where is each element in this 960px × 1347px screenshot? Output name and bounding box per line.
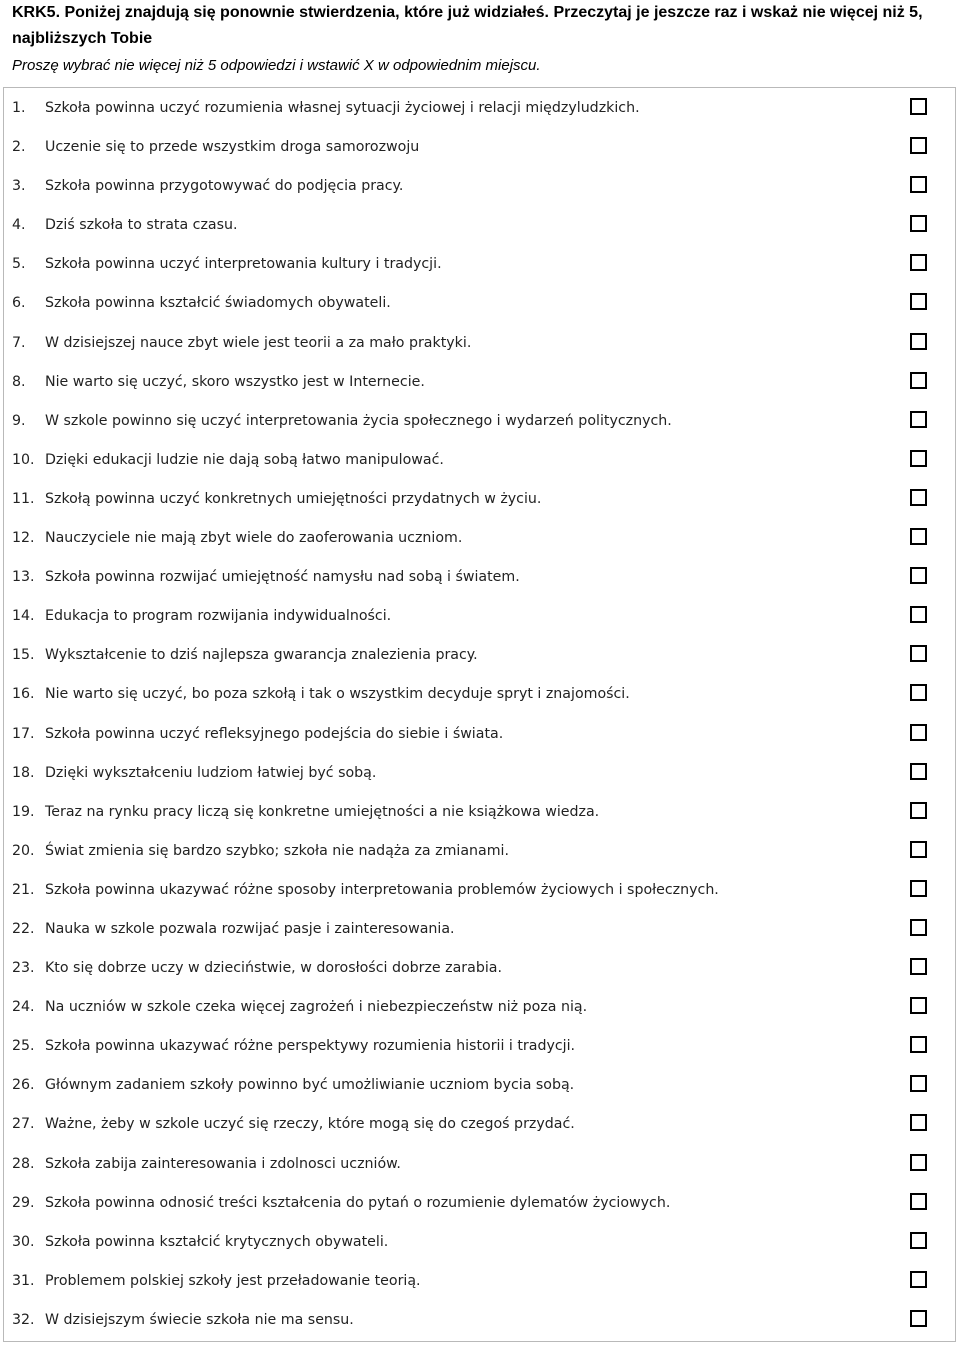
statement-number: 7.: [12, 334, 26, 351]
answer-checkbox[interactable]: [910, 958, 927, 975]
answer-checkbox[interactable]: [910, 1193, 927, 1210]
statement-number: 20.: [12, 842, 35, 859]
statement-text: Szkoła powinna uczyć rozumienia własnej sytuacji życiowej i relacji międzyludzkich.: [45, 100, 640, 116]
statement-number: 9.: [12, 412, 26, 429]
statement-number: 22.: [12, 920, 35, 937]
statement-item: [12, 167, 942, 206]
statement-item: [12, 245, 942, 284]
statement-number: 17.: [12, 725, 35, 742]
answer-checkbox[interactable]: [910, 997, 927, 1014]
statement-number: 26.: [12, 1077, 35, 1094]
statement-text: Nauka w szkole pozwala rozwijać pasje i zainteresowania.: [45, 920, 455, 937]
statement-text: Nie warto się uczyć, bo poza szkołą i tak o wszystkim decyduje spryt i znajomości.: [45, 686, 630, 703]
statement-text: Szkoła powinna rozwijać umiejętność namysłu nad sobą i światem.: [45, 569, 520, 586]
statement-text: Świat zmienia się bardzo szybko; szkoła nie nadąża za zmianami.: [45, 842, 509, 859]
statement-item: [12, 1223, 942, 1262]
statement-text: Dziś szkoła to strata czasu.: [45, 217, 238, 234]
statement-number: 3.: [12, 178, 26, 195]
statement-number: 32.: [12, 1311, 35, 1328]
statement-text: Na uczniów w szkole czeka więcej zagrożeń i niebezpieczeństw niż poza nią.: [45, 999, 588, 1016]
statement-number: 25.: [12, 1038, 35, 1055]
statement-text: Szkoła powinna ukazywać różne perspektywy rozumienia historii i tradycji.: [45, 1038, 576, 1055]
statement-item: [12, 1066, 942, 1105]
statement-text: Teraz na rynku pracy liczą się konkretne umiejętności a nie książkowa wiedza.: [45, 803, 600, 820]
answer-checkbox[interactable]: [910, 1271, 927, 1288]
statement-text: W szkole powinno się uczyć interpretowania życia społecznego i wydarzeń politycznych.: [45, 412, 672, 429]
statement-text: Szkoła powinna odnosić treści kształcenia do pytań o rozumienie dylematów życiowych.: [45, 1194, 671, 1211]
statement-number: 16.: [12, 686, 35, 703]
statement-item: [12, 89, 942, 128]
statement-text: Szkoła powinna kształcić świadomych obywateli.: [45, 295, 391, 312]
statement-item: [12, 715, 942, 754]
statement-text: Głównym zadaniem szkoły powinno być umożliwianie uczniom bycia sobą.: [45, 1077, 575, 1094]
statement-text: Szkoła powinna ukazywać różne sposoby interpretowania problemów życiowych i społecznych.: [45, 881, 719, 898]
answer-checkbox[interactable]: [910, 372, 927, 389]
answer-checkbox[interactable]: [910, 880, 927, 897]
statement-number: 31.: [12, 1272, 35, 1289]
statement-number: 15.: [12, 647, 35, 664]
statement-number: 28.: [12, 1155, 35, 1172]
statement-number: 21.: [12, 881, 35, 898]
statement-text: Ważne, żeby w szkole uczyć się rzeczy, które mogą się do czegoś przydać.: [45, 1116, 575, 1133]
statement-item: [12, 949, 942, 988]
statement-number: 5.: [12, 256, 26, 273]
answer-checkbox[interactable]: [910, 215, 927, 232]
statement-item: [12, 675, 942, 714]
answer-checkbox[interactable]: [910, 1232, 927, 1249]
answer-checkbox[interactable]: [910, 763, 927, 780]
statement-text: Szkoła powinna kształcić krytycznych obywateli.: [45, 1233, 389, 1250]
answer-checkbox[interactable]: [910, 1036, 927, 1053]
statement-text: Szkoła zabija zainteresowania i zdolnosci uczniów.: [45, 1155, 401, 1172]
statement-item: [12, 793, 942, 832]
statement-item: [12, 1184, 942, 1223]
statement-item: [12, 1301, 942, 1340]
answer-checkbox[interactable]: [910, 293, 927, 310]
statement-item: [12, 363, 942, 402]
statement-item: [12, 206, 942, 245]
statement-item: [12, 910, 942, 949]
question-title: KRK5. Poniżej znajdują się ponownie stwierdzenia, które już widziałeś. Przeczytaj je jeszcze raz i wskaż nie więcej niż 5, najbliższych Tobie: [12, 4, 923, 47]
statement-item: [12, 284, 942, 323]
answer-checkbox[interactable]: [910, 567, 927, 584]
statement-item: [12, 1145, 942, 1184]
answer-checkbox[interactable]: [910, 724, 927, 741]
statement-number: 8.: [12, 373, 26, 390]
statement-item: [12, 832, 942, 871]
statement-item: [12, 988, 942, 1027]
statement-text: Nauczyciele nie mają zbyt wiele do zaoferowania uczniom.: [45, 530, 463, 547]
statement-text: Dzięki wykształceniu ludziom łatwiej być sobą.: [45, 764, 377, 781]
statement-number: 6.: [12, 295, 26, 312]
answer-checkbox[interactable]: [910, 411, 927, 428]
answer-checkbox[interactable]: [910, 645, 927, 662]
answer-checkbox[interactable]: [910, 98, 927, 115]
statement-item: [12, 1105, 942, 1144]
statement-number: 18.: [12, 764, 35, 781]
statement-text: Nie warto się uczyć, skoro wszystko jest w Internecie.: [45, 373, 425, 390]
answer-checkbox[interactable]: [910, 1114, 927, 1131]
statement-number: 23.: [12, 960, 35, 977]
answer-checkbox[interactable]: [910, 1075, 927, 1092]
document-header: [12, 0, 952, 78]
answer-checkbox[interactable]: [910, 1310, 927, 1327]
statement-item: [12, 1262, 942, 1301]
statement-item: [12, 754, 942, 793]
statement-item: [12, 480, 942, 519]
statement-number: 10.: [12, 451, 35, 468]
statement-text: W dzisiejszej nauce zbyt wiele jest teorii a za mało praktyki.: [45, 334, 472, 351]
answer-checkbox[interactable]: [910, 333, 927, 350]
statement-text: W dzisiejszym świecie szkoła nie ma sensu.: [45, 1311, 354, 1328]
answer-checkbox[interactable]: [910, 606, 927, 623]
statement-number: 13.: [12, 569, 35, 586]
answer-checkbox[interactable]: [910, 489, 927, 506]
answer-checkbox[interactable]: [910, 684, 927, 701]
statement-number: 30.: [12, 1233, 35, 1250]
answer-checkbox[interactable]: [910, 1154, 927, 1171]
answer-checkbox[interactable]: [910, 919, 927, 936]
statement-list: [12, 89, 942, 1340]
statement-text: Szkoła powinna uczyć refleksyjnego podejścia do siebie i świata.: [45, 725, 504, 742]
statement-item: [12, 402, 942, 441]
answer-checkbox[interactable]: [910, 841, 927, 858]
statement-item: [12, 519, 942, 558]
statement-item: [12, 441, 942, 480]
statement-item: [12, 324, 942, 363]
answer-checkbox[interactable]: [910, 450, 927, 467]
statement-text: Wykształcenie to dziś najlepsza gwarancja znalezienia pracy.: [45, 647, 478, 664]
statement-text: Dzięki edukacji ludzie nie dają sobą łatwo manipulować.: [45, 451, 444, 468]
statement-number: 11.: [12, 490, 35, 507]
statement-item: [12, 1027, 942, 1066]
statement-number: 14.: [12, 608, 35, 625]
statement-number: 19.: [12, 803, 35, 820]
statement-text: Edukacja to program rozwijania indywidualności.: [45, 608, 392, 625]
statement-number: 12.: [12, 530, 35, 547]
statement-item: [12, 128, 942, 167]
statement-item: [12, 597, 942, 636]
statement-number: 27.: [12, 1116, 35, 1133]
answer-checkbox[interactable]: [910, 254, 927, 271]
statement-item: [12, 636, 942, 675]
statement-item: [12, 871, 942, 910]
answer-checkbox[interactable]: [910, 137, 927, 154]
statement-number: 2.: [12, 139, 26, 156]
instruction-text: Proszę wybrać nie więcej niż 5 odpowiedzi i wstawić X w odpowiednim miejscu.: [12, 57, 541, 74]
statement-item: [12, 558, 942, 597]
answer-checkbox[interactable]: [910, 802, 927, 819]
statement-text: Kto się dobrze uczy w dzieciństwie, w dorosłości dobrze zarabia.: [45, 960, 502, 977]
statement-text: Problemem polskiej szkoły jest przeładowanie teorią.: [45, 1272, 421, 1289]
answer-checkbox[interactable]: [910, 176, 927, 193]
statement-text: Szkoła powinna przygotowywać do podjęcia pracy.: [45, 178, 404, 195]
statement-number: 24.: [12, 999, 35, 1016]
statement-number: 4.: [12, 217, 26, 234]
statement-number: 1.: [12, 100, 26, 116]
statement-text: Szkołą powinna uczyć konkretnych umiejętności przydatnych w życiu.: [45, 490, 542, 507]
statement-text: Szkoła powinna uczyć interpretowania kultury i tradycji.: [45, 256, 442, 273]
answer-checkbox[interactable]: [910, 528, 927, 545]
statement-number: 29.: [12, 1194, 35, 1211]
statement-text: Uczenie się to przede wszystkim droga samorozwoju: [45, 139, 420, 156]
